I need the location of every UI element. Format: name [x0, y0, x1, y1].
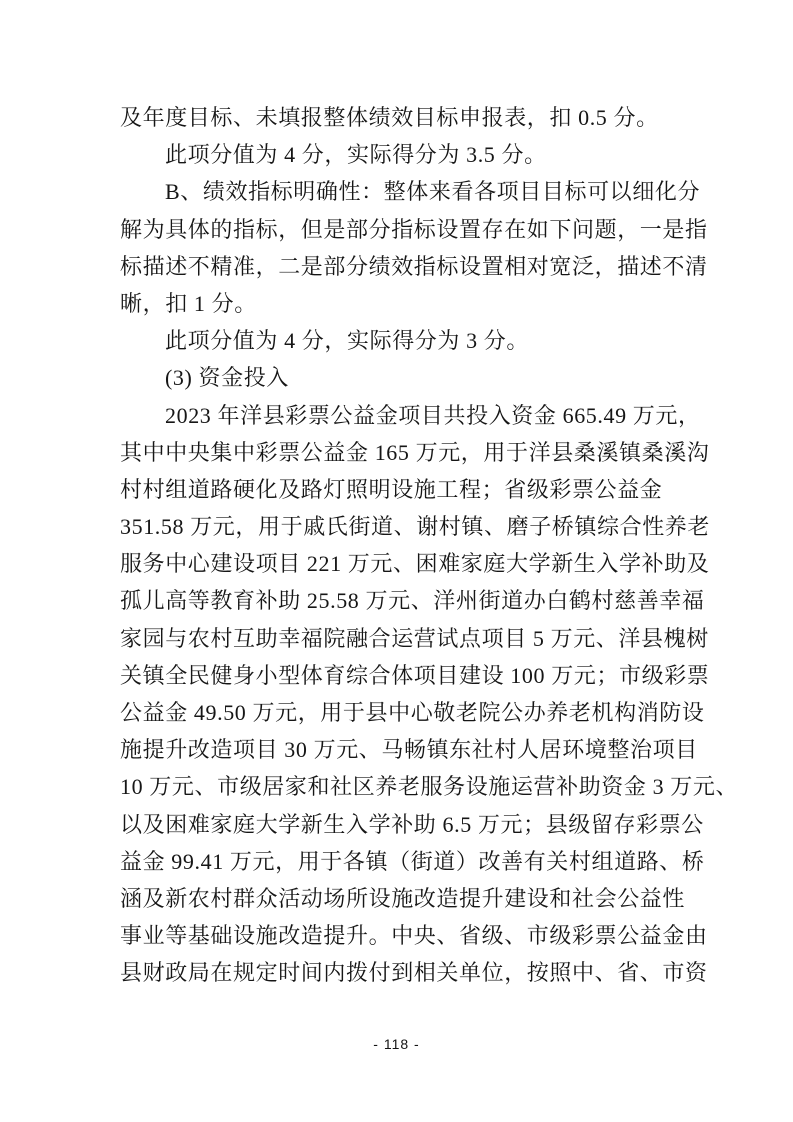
text-line: (3) 资金投入 [165, 365, 289, 391]
text-line: 解为具体的指标，但是部分指标设置存在如下问题，一是指 [120, 216, 708, 242]
text-line: 其中中央集中彩票公益金 165 万元，用于洋县桑溪镇桑溪沟 [120, 439, 710, 465]
text-line: 服务中心建设项目 221 万元、困难家庭大学新生入学补助及 [120, 551, 710, 577]
text-line: 及年度目标、未填报整体绩效目标申报表，扣 0.5 分。 [120, 105, 659, 130]
text-line: 以及困难家庭大学新生入学补助 6.5 万元；县级留存彩票公 [120, 811, 704, 837]
text-line: 此项分值为 4 分，实际得分为 3 分。 [165, 328, 530, 354]
page-number: - 118 - [373, 1036, 420, 1052]
document-lines [120, 99, 739, 992]
text-line: 标描述不精准，二是部分绩效指标设置相对宽泛，描述不清 [120, 253, 708, 279]
text-line: 2023 年洋县彩票公益金项目共投入资金 665.49 万元， [165, 402, 701, 428]
text-line: 10 万元、市级居家和社区养老服务设施运营补助资金 3 万元、 [120, 774, 739, 800]
text-line: 家园与农村互助幸福院融合运营试点项目 5 万元、洋县槐树 [120, 625, 709, 651]
text-line: 公益金 49.50 万元，用于县中心敬老院公办养老机构消防设 [120, 700, 705, 725]
text-line: 村村组道路硬化及路灯照明设施工程；省级彩票公益金 [120, 476, 663, 502]
text-line: 益金 99.41 万元，用于各镇（街道）改善有关村组道路、桥 [120, 848, 705, 874]
text-line: 孤儿高等教育补助 25.58 万元、洋州街道办白鹤村慈善幸福 [120, 588, 705, 614]
text-line: 施提升改造项目 30 万元、马畅镇东社村人居环境整治项目 [120, 737, 698, 763]
text-line: 关镇全民健身小型体育综合体项目建设 100 万元；市级彩票 [120, 662, 710, 688]
text-line: 351.58 万元，用于戚氏街道、谢村镇、磨子桥镇综合性养老 [120, 514, 711, 540]
text-line: 事业等基础设施改造提升。中央、省级、市级彩票公益金由 [120, 923, 708, 949]
text-line: B、绩效指标明确性：整体来看各项目目标可以细化分 [165, 179, 701, 205]
text-line: 县财政局在规定时间内拨付到相关单位，按照中、省、市资 [120, 960, 708, 986]
text-line: 涵及新农村群众活动场所设施改造提升建设和社会公益性 [120, 885, 686, 911]
text-line: 晰，扣 1 分。 [120, 290, 257, 316]
text-line: 此项分值为 4 分，实际得分为 3.5 分。 [165, 142, 547, 168]
